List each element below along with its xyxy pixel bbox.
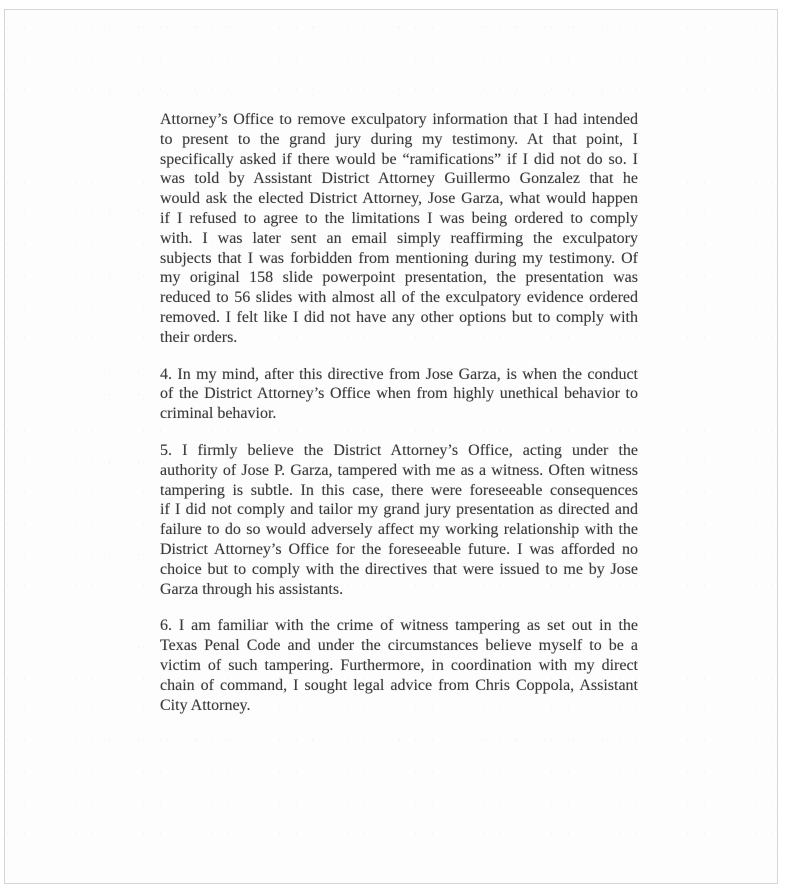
text-line: tampering is subtle. In this case, there were foreseeable consequences [160, 481, 638, 499]
text-line: District Attorney’s Office for the foreseeable future. I was afforded no [160, 540, 638, 558]
text-line: Attorney’s Office to remove exculpatory information that I had intended [160, 111, 638, 128]
text-line: chain of command, I sought legal advice from Chris Coppola, Assistant [160, 676, 638, 694]
text-line: to present to the grand jury during my testimony. At that point, I [160, 130, 638, 148]
text-line: victim of such tampering. Furthermore, in coordination with my direct [160, 656, 638, 674]
text-line: 6. I am familiar with the crime of witness tampering as set out in the [160, 617, 638, 635]
text-line: subjects that I was forbidden from mentioning during my testimony. Of [160, 249, 638, 267]
paragraph [160, 616, 638, 715]
paragraph [160, 441, 638, 599]
paragraph [160, 110, 638, 348]
text-line: Texas Penal Code and under the circumstances believe myself to be a [160, 637, 638, 655]
paragraph [160, 365, 638, 424]
text-line: was told by Assistant District Attorney Guillermo Gonzalez that he [160, 170, 638, 188]
text-line: criminal behavior. [160, 405, 277, 423]
text-line: Garza through his assistants. [160, 580, 344, 598]
text-line: my original 158 slide powerpoint presentation, the presentation was [160, 269, 638, 287]
text-line: specifically asked if there would be “ramifications” if I did not do so. I [160, 150, 638, 168]
text-line: failure to do so would adversely affect my working relationship with the [160, 521, 638, 539]
text-line: choice but to comply with the directives that were issued to me by Jose [160, 560, 638, 578]
text-line: 4. In my mind, after this directive from Jose Garza, is when the conduct [160, 365, 638, 383]
text-line: would ask the elected District Attorney, Jose Garza, what would happen [160, 190, 638, 208]
text-line: City Attorney. [160, 696, 251, 714]
document-page [4, 9, 778, 884]
text-line: their orders. [160, 328, 238, 346]
text-line: of the District Attorney’s Office when from highly unethical behavior to [160, 385, 638, 403]
text-line: with. I was later sent an email simply reaffirming the exculpatory [160, 229, 638, 247]
text-line: reduced to 56 slides with almost all of the exculpatory evidence ordered [160, 289, 638, 307]
text-line: authority of Jose P. Garza, tampered with me as a witness. Often witness [160, 461, 638, 479]
document-text [160, 110, 638, 732]
text-line: if I refused to agree to the limitations I was being ordered to comply [160, 209, 638, 227]
text-line: removed. I felt like I did not have any other options but to comply with [160, 308, 638, 326]
text-line: if I did not comply and tailor my grand jury presentation as directed and [160, 501, 638, 519]
text-line: 5. I firmly believe the District Attorney’s Office, acting under the [160, 441, 638, 459]
